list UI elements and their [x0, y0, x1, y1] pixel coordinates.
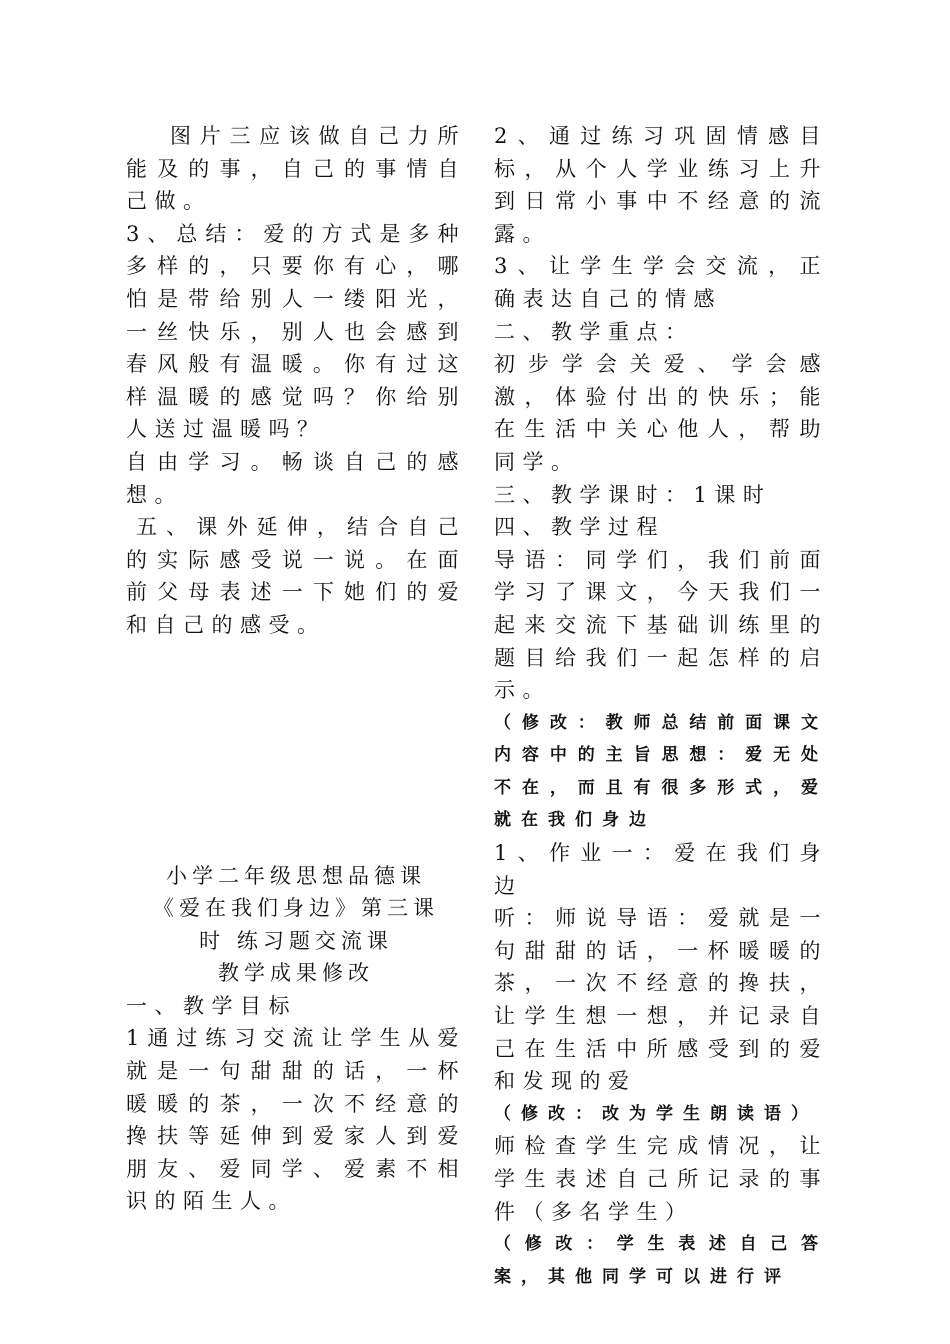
- paragraph-goal-1: 1通过练习交流让学生从爱就是一句甜甜的话，一杯暖暖的茶，一次不经意的搀扶等延伸到爱家人到爱朋友、爱同学、爱素不相识的陌生人。: [126, 1026, 466, 1214]
- revision-note-2: （修改：改为学生朗读语）: [494, 1103, 818, 1124]
- paragraph-listen: 听：师说导语：爱就是一句甜甜的话，一杯暖暖的茶，一次不经意的搀扶，让学生想一想，并记录自己在生活中所感受到的爱和发现的爱: [494, 906, 828, 1094]
- paragraph-check: 师检查学生完成情况，让学生表述自己所记录的事件（多名学生）: [494, 1134, 828, 1224]
- section-heading-key-points: 二、教学重点：: [494, 319, 694, 344]
- paragraph-summary: 3、总结：爱的方式是多种多样的，只要你有心，哪怕是带给别人一缕阳光，一丝快乐，别人也会感到春风般有温暖。你有过这样温暖的感觉吗？你给别人送过温暖吗？: [126, 221, 466, 442]
- paragraph-goal-2: 2、通过练习巩固情感目标，从个人学业练习上升到日常小事中不经意的流露。: [494, 124, 828, 246]
- paragraph-extension: 五、课外延伸，结合自己的实际感受说一说。在面前父母表述一下她们的爱和自己的感受。: [126, 515, 466, 637]
- revision-note-3: （修改：学生表述自己答案，其他同学可以进行评: [494, 1234, 828, 1287]
- paragraph-free-study: 自由学习。畅谈自己的感想。: [126, 449, 466, 507]
- paragraph-homework-1: 1、作业一：爱在我们身边: [494, 841, 828, 898]
- title-line-1: 小学二年级思想品德课: [166, 863, 426, 888]
- paragraph-intro: 导语：同学们，我们前面学习了课文，今天我们一起来交流下基础训练里的题目给我们一起怎样的启示。: [494, 547, 828, 703]
- title-line-2: 《爱在我们身边》第三课: [153, 896, 439, 921]
- left-column: [126, 120, 466, 1218]
- document-title: [126, 860, 466, 990]
- right-column: [494, 120, 828, 1293]
- title-line-3: 时 练习题交流课: [199, 928, 393, 953]
- title-line-4: 教学成果修改: [218, 961, 374, 986]
- section-heading-process: 四、教学过程: [494, 515, 665, 540]
- section-heading-goals: 一、教学目标: [126, 993, 297, 1018]
- paragraph-goal-3: 3、让学生学会交流，正确表达自己的情感: [494, 254, 828, 311]
- revision-note-1: （修改：教师总结前面课文内容中的主旨思想：爱无处不在，而且有很多形式，爱就在我们身边: [494, 712, 828, 831]
- paragraph-picture-three: 图片三应该做自己力所能及的事，自己的事情自己做。: [126, 124, 466, 214]
- paragraph-key-points: 初步学会关爱、学会感激，体验付出的快乐；能在生活中关心他人，帮助同学。: [494, 352, 828, 474]
- section-heading-class-hours: 三、教学课时：1课时: [494, 482, 772, 507]
